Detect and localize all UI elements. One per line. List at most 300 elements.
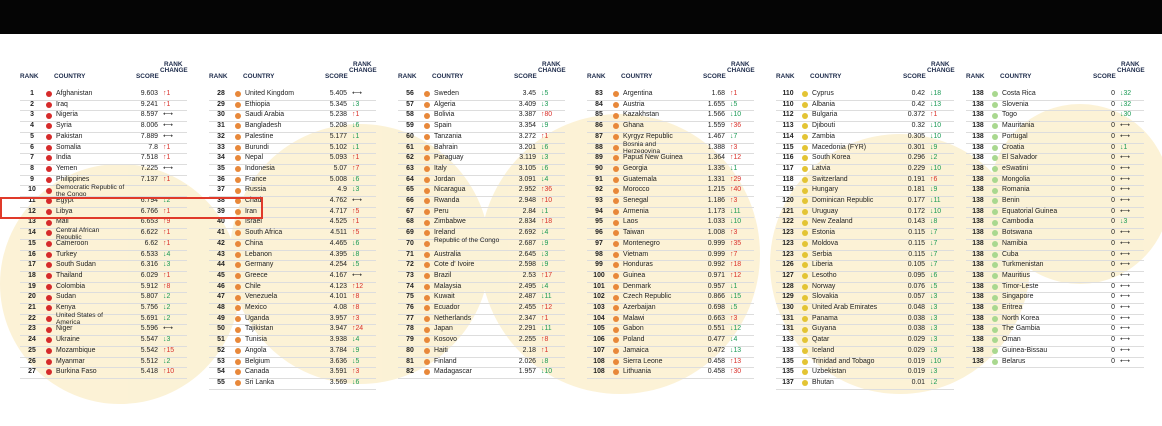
table-row bbox=[776, 196, 954, 207]
table-row bbox=[209, 250, 376, 261]
rank-change-value: ↓3 bbox=[930, 293, 938, 301]
rating-dot-icon bbox=[613, 134, 619, 140]
country-name: Norway bbox=[812, 282, 836, 290]
table-row bbox=[776, 282, 954, 293]
country-name: Central African Republic bbox=[56, 226, 100, 241]
rank-change-value: ↑12 bbox=[541, 304, 553, 311]
rank-value: 12 bbox=[28, 207, 36, 215]
table-row bbox=[966, 196, 1144, 207]
country-name: Guyana bbox=[812, 325, 837, 333]
rating-dot-icon bbox=[46, 369, 52, 375]
rank-value: 80 bbox=[406, 346, 414, 354]
table-row bbox=[776, 250, 954, 261]
table-row bbox=[398, 121, 565, 132]
table-row bbox=[209, 164, 376, 175]
rank-change-value: ⟷ bbox=[1120, 164, 1130, 172]
score-value: 5.07 bbox=[333, 164, 347, 172]
rank-value: 108 bbox=[593, 368, 605, 376]
score-value: 6.622 bbox=[140, 229, 158, 237]
rank-change-value: ↓2 bbox=[163, 314, 171, 322]
score-value: 2.948 bbox=[518, 197, 536, 204]
country-name: Senegal bbox=[623, 197, 649, 204]
table-row bbox=[209, 292, 376, 303]
rating-dot-icon bbox=[613, 123, 619, 129]
score-value: 0.115 bbox=[908, 239, 925, 247]
rating-dot-icon bbox=[235, 230, 241, 236]
rank-change-value: ↑1 bbox=[352, 154, 360, 162]
table-row bbox=[209, 314, 376, 325]
rank-change-value: ↑3 bbox=[352, 314, 360, 322]
rating-dot-icon bbox=[424, 284, 430, 290]
header-score: SCORE bbox=[903, 73, 926, 80]
score-value: 0 bbox=[1111, 143, 1115, 151]
rating-dot-icon bbox=[992, 230, 998, 236]
rank-change-value: ↑5 bbox=[352, 207, 360, 215]
score-value: 5.512 bbox=[140, 357, 158, 365]
rank-value: 73 bbox=[406, 271, 414, 279]
row-divider bbox=[20, 378, 187, 379]
rank-change-value: ↓3 bbox=[163, 336, 171, 344]
score-value: 0 bbox=[1111, 122, 1115, 130]
rank-change-value: ↓1 bbox=[730, 282, 738, 290]
rank-value: 25 bbox=[28, 346, 36, 354]
table-row bbox=[966, 153, 1144, 164]
table-row bbox=[398, 164, 565, 175]
country-name: Liberia bbox=[812, 261, 833, 269]
rating-dot-icon bbox=[613, 155, 619, 161]
country-name: Mongolia bbox=[1002, 175, 1030, 183]
score-value: 0.01 bbox=[911, 378, 925, 386]
rank-value: 116 bbox=[782, 154, 794, 162]
header-rank-change-2: CHANGE bbox=[160, 67, 188, 74]
table-row bbox=[398, 282, 565, 293]
table-row bbox=[776, 314, 954, 325]
score-value: 5.093 bbox=[329, 154, 347, 162]
rank-change-value: ↑7 bbox=[730, 250, 738, 258]
score-value: 1.331 bbox=[707, 175, 725, 183]
rank-change-value: ⟷ bbox=[1120, 186, 1130, 194]
rank-change-value: ↑8 bbox=[352, 304, 360, 311]
country-name: Thailand bbox=[56, 271, 83, 279]
country-name: Libya bbox=[56, 207, 73, 215]
country-name: Georgia bbox=[623, 164, 648, 172]
rank-value: 26 bbox=[28, 357, 36, 365]
table-row bbox=[20, 357, 187, 368]
rating-dot-icon bbox=[992, 177, 998, 183]
rating-dot-icon bbox=[46, 188, 52, 194]
table-row bbox=[209, 143, 376, 154]
score-value: 6.794 bbox=[140, 197, 158, 204]
table-row bbox=[966, 324, 1144, 335]
score-value: 0.048 bbox=[907, 304, 925, 311]
score-value: 9.603 bbox=[140, 90, 158, 97]
rank-value: 98 bbox=[595, 250, 603, 258]
table-row bbox=[966, 357, 1144, 368]
rank-value: 138 bbox=[972, 100, 984, 108]
score-value: 2.84 bbox=[522, 207, 536, 215]
table-row bbox=[209, 357, 376, 368]
country-name: Algeria bbox=[434, 100, 456, 108]
rating-dot-icon bbox=[424, 220, 430, 226]
rating-dot-icon bbox=[424, 91, 430, 97]
table-row bbox=[398, 357, 565, 368]
rating-dot-icon bbox=[802, 337, 808, 343]
rating-dot-icon bbox=[235, 123, 241, 129]
rating-dot-icon bbox=[46, 327, 52, 333]
score-value: 1.559 bbox=[707, 122, 725, 130]
score-value: 0.992 bbox=[707, 261, 725, 269]
score-value: 4.08 bbox=[333, 304, 347, 311]
table-row bbox=[966, 239, 1144, 250]
rank-value: 104 bbox=[593, 314, 605, 322]
table-row bbox=[587, 292, 754, 303]
country-name: Spain bbox=[434, 122, 452, 130]
country-name: Malawi bbox=[623, 314, 645, 322]
rating-dot-icon bbox=[424, 209, 430, 215]
rank-change-value: ↑9 bbox=[163, 218, 171, 226]
score-value: 7.8 bbox=[148, 143, 158, 151]
rating-dot-icon bbox=[802, 241, 808, 247]
rank-change-value: ↑1 bbox=[730, 90, 738, 97]
rank-value: 89 bbox=[595, 154, 603, 162]
rank-change-value: ↓9 bbox=[541, 261, 549, 269]
rating-dot-icon bbox=[613, 295, 619, 301]
table-row bbox=[587, 196, 754, 207]
rank-change-value: ↓9 bbox=[352, 346, 360, 354]
rank-value: 138 bbox=[972, 314, 984, 322]
rating-dot-icon bbox=[802, 316, 808, 322]
table-row bbox=[966, 175, 1144, 186]
rank-value: 38 bbox=[217, 197, 225, 204]
rank-value: 133 bbox=[782, 336, 794, 344]
rating-dot-icon bbox=[613, 348, 619, 354]
table-row bbox=[776, 271, 954, 282]
country-name: Syria bbox=[56, 122, 72, 130]
rank-change-value: ↓11 bbox=[541, 325, 552, 333]
rank-change-value: ↓8 bbox=[352, 250, 360, 258]
header-rank: RANK bbox=[776, 73, 795, 80]
score-value: 0.999 bbox=[707, 239, 725, 247]
header-score: SCORE bbox=[514, 73, 537, 80]
table-row bbox=[966, 335, 1144, 346]
rank-change-value: ⟷ bbox=[1120, 304, 1130, 311]
score-value: 4.167 bbox=[329, 271, 347, 279]
rating-dot-icon bbox=[235, 220, 241, 226]
rank-value: 45 bbox=[217, 271, 225, 279]
table-row bbox=[587, 335, 754, 346]
header-rank: RANK bbox=[587, 73, 606, 80]
score-value: 7.889 bbox=[140, 132, 158, 140]
rating-dot-icon bbox=[992, 327, 998, 333]
country-name: Togo bbox=[1002, 111, 1017, 119]
rating-dot-icon bbox=[613, 241, 619, 247]
rank-change-value: ↓9 bbox=[541, 239, 549, 247]
country-name: Indonesia bbox=[245, 164, 275, 172]
table-row bbox=[966, 89, 1144, 100]
country-name: Mauritius bbox=[1002, 271, 1030, 279]
rating-dot-icon bbox=[992, 198, 998, 204]
score-value: 5.418 bbox=[140, 368, 158, 376]
rating-dot-icon bbox=[613, 230, 619, 236]
table-row bbox=[966, 260, 1144, 271]
rank-change-value: ↓1 bbox=[352, 132, 360, 140]
country-name: Argentina bbox=[623, 90, 653, 97]
row-divider bbox=[966, 367, 1144, 368]
rating-dot-icon bbox=[424, 113, 430, 119]
rating-dot-icon bbox=[424, 262, 430, 268]
table-row bbox=[398, 207, 565, 218]
country-name: Romania bbox=[1002, 186, 1030, 194]
rank-value: 10 bbox=[28, 186, 36, 194]
rating-dot-icon bbox=[992, 284, 998, 290]
rank-change-value: ↑12 bbox=[730, 271, 742, 279]
rating-dot-icon bbox=[992, 166, 998, 172]
rating-dot-icon bbox=[802, 209, 808, 215]
rank-value: 48 bbox=[217, 304, 225, 311]
table-row bbox=[776, 164, 954, 175]
rating-dot-icon bbox=[992, 252, 998, 258]
table-row bbox=[20, 335, 187, 346]
rank-value: 138 bbox=[972, 325, 984, 333]
rating-dot-icon bbox=[235, 295, 241, 301]
country-name: Honduras bbox=[623, 261, 653, 269]
header-country: COUNTRY bbox=[243, 73, 275, 80]
country-name: Tunisia bbox=[245, 336, 267, 344]
rank-change-value: ↑36 bbox=[541, 186, 553, 194]
rank-value: 126 bbox=[782, 261, 794, 269]
rank-change-value: ↓5 bbox=[541, 90, 549, 97]
rating-dot-icon bbox=[802, 145, 808, 151]
rating-dot-icon bbox=[46, 295, 52, 301]
rank-change-value: ↑6 bbox=[930, 175, 938, 183]
rating-dot-icon bbox=[424, 166, 430, 172]
rank-value: 13 bbox=[28, 218, 36, 226]
score-value: 0.957 bbox=[707, 282, 725, 290]
table-row bbox=[20, 314, 187, 325]
table-row bbox=[398, 153, 565, 164]
rank-change-value: ↓30 bbox=[1120, 111, 1132, 119]
rank-change-value: ↓4 bbox=[730, 336, 738, 344]
rank-change-value: ↓15 bbox=[730, 293, 742, 301]
table-row bbox=[776, 357, 954, 368]
rank-change-value: ↑10 bbox=[541, 197, 553, 204]
rank-value: 101 bbox=[593, 282, 605, 290]
column-header bbox=[398, 34, 565, 82]
rank-change-value: ↓18 bbox=[930, 90, 942, 97]
rank-change-value: ↑10 bbox=[163, 368, 175, 376]
highlight-box-philippines bbox=[0, 197, 263, 219]
table-row bbox=[776, 153, 954, 164]
table-row bbox=[966, 292, 1144, 303]
table-row bbox=[966, 250, 1144, 261]
table-row bbox=[776, 207, 954, 218]
score-value: 0 bbox=[1111, 261, 1115, 269]
country-name: Israel bbox=[245, 218, 262, 226]
score-value: 1.566 bbox=[707, 111, 725, 119]
table-row bbox=[776, 228, 954, 239]
country-name: Finland bbox=[434, 357, 457, 365]
rank-change-value: ↓6 bbox=[352, 175, 360, 183]
country-name: Oman bbox=[1002, 336, 1021, 344]
rank-change-value: ↓13 bbox=[930, 100, 942, 108]
table-row bbox=[966, 110, 1144, 121]
rank-value: 82 bbox=[406, 368, 414, 376]
rating-dot-icon bbox=[992, 209, 998, 215]
country-name: Mali bbox=[56, 218, 69, 226]
score-value: 2.952 bbox=[518, 186, 536, 194]
rank-change-value: ↑17 bbox=[541, 271, 553, 279]
rank-change-value: ↓7 bbox=[930, 261, 938, 269]
rank-value: 138 bbox=[972, 282, 984, 290]
rank-value: 58 bbox=[406, 111, 414, 119]
rating-dot-icon bbox=[424, 102, 430, 108]
rank-change-value: ⟷ bbox=[352, 197, 362, 204]
rank-value: 77 bbox=[406, 314, 414, 322]
country-name: Lebanon bbox=[245, 250, 272, 258]
rating-dot-icon bbox=[802, 134, 808, 140]
rating-dot-icon bbox=[613, 198, 619, 204]
country-name: Cote d' Ivoire bbox=[434, 261, 475, 269]
rating-dot-icon bbox=[235, 348, 241, 354]
rank-change-value: ⟷ bbox=[352, 271, 362, 279]
score-value: 0 bbox=[1111, 282, 1115, 290]
rating-dot-icon bbox=[613, 369, 619, 375]
table-row bbox=[776, 324, 954, 335]
country-name: New Zealand bbox=[812, 218, 853, 226]
rating-dot-icon bbox=[235, 337, 241, 343]
rank-value: 97 bbox=[595, 239, 603, 247]
rating-dot-icon bbox=[424, 273, 430, 279]
rank-value: 86 bbox=[595, 122, 603, 130]
rating-dot-icon bbox=[802, 380, 808, 386]
rank-value: 85 bbox=[595, 111, 603, 119]
country-name: North Korea bbox=[1002, 314, 1040, 322]
rating-dot-icon bbox=[802, 177, 808, 183]
rank-value: 5 bbox=[30, 132, 34, 140]
rating-dot-icon bbox=[992, 123, 998, 129]
country-name: Namibia bbox=[1002, 239, 1028, 247]
rank-value: 130 bbox=[782, 304, 794, 311]
score-value: 0 bbox=[1111, 304, 1115, 311]
score-value: 1.186 bbox=[707, 197, 725, 204]
rank-value: 92 bbox=[595, 186, 603, 194]
country-name: Venezuela bbox=[245, 293, 278, 301]
rank-value: 42 bbox=[217, 239, 225, 247]
score-value: 2.645 bbox=[518, 250, 536, 258]
score-value: 3.784 bbox=[329, 346, 347, 354]
rank-change-value: ⟷ bbox=[1120, 239, 1130, 247]
rank-value: 11 bbox=[28, 197, 36, 204]
score-value: 6.766 bbox=[140, 207, 158, 215]
rank-value: 107 bbox=[593, 346, 605, 354]
rating-dot-icon bbox=[235, 369, 241, 375]
rank-change-value: ⟷ bbox=[1120, 346, 1130, 354]
rating-dot-icon bbox=[613, 91, 619, 97]
rank-change-value: ↑8 bbox=[541, 336, 549, 344]
table-row bbox=[587, 260, 754, 271]
score-value: 4.525 bbox=[329, 218, 347, 226]
country-name: Cameroon bbox=[56, 239, 89, 247]
table-row bbox=[20, 185, 187, 196]
table-row bbox=[776, 132, 954, 143]
table-row bbox=[398, 324, 565, 335]
rating-dot-icon bbox=[992, 337, 998, 343]
rank-value: 100 bbox=[593, 271, 605, 279]
rank-value: 63 bbox=[406, 164, 414, 172]
table-row bbox=[966, 143, 1144, 154]
country-name: Ireland bbox=[434, 229, 456, 237]
rank-value: 112 bbox=[782, 111, 794, 119]
rank-change-value: ↓5 bbox=[730, 100, 738, 108]
country-name: Zambia bbox=[812, 132, 835, 140]
country-name: Turkey bbox=[56, 250, 77, 258]
score-value: 0.105 bbox=[907, 261, 925, 269]
table-row bbox=[209, 335, 376, 346]
rating-dot-icon bbox=[235, 380, 241, 386]
rank-change-value: ↑1 bbox=[163, 154, 171, 162]
score-value: 1.173 bbox=[707, 207, 725, 215]
table-row bbox=[398, 271, 565, 282]
rating-dot-icon bbox=[802, 123, 808, 129]
header-rank: RANK bbox=[209, 73, 228, 80]
country-name: Trinidad and Tobago bbox=[812, 357, 875, 365]
rank-change-value: ↑12 bbox=[730, 154, 742, 162]
score-value: 5.102 bbox=[329, 143, 347, 151]
country-name: Malaysia bbox=[434, 282, 462, 290]
rating-dot-icon bbox=[46, 348, 52, 354]
rating-dot-icon bbox=[992, 348, 998, 354]
score-value: 4.254 bbox=[329, 261, 347, 269]
country-name: Costa Rica bbox=[1002, 90, 1036, 97]
header-rank-change-1: RANK bbox=[1121, 61, 1140, 68]
rank-change-value: ↓5 bbox=[930, 282, 938, 290]
rank-change-value: ↓3 bbox=[352, 100, 360, 108]
table-row bbox=[398, 132, 565, 143]
rank-value: 56 bbox=[406, 90, 414, 97]
country-name: Republic of the Congo bbox=[434, 237, 500, 245]
country-name: Ukraine bbox=[56, 336, 80, 344]
rating-dot-icon bbox=[46, 316, 52, 322]
table-row bbox=[398, 110, 565, 121]
rank-change-value: ↓10 bbox=[930, 122, 942, 130]
country-name: Estonia bbox=[812, 229, 835, 237]
rank-value: 29 bbox=[217, 100, 225, 108]
rank-value: 41 bbox=[217, 229, 225, 237]
rank-change-value: ↑3 bbox=[730, 197, 738, 204]
score-value: 2.255 bbox=[518, 336, 536, 344]
country-name: Equatorial Guinea bbox=[1002, 207, 1058, 215]
rank-change-value: ↓3 bbox=[930, 336, 938, 344]
rank-change-value: ↓3 bbox=[541, 154, 549, 162]
country-name: Gabon bbox=[623, 325, 644, 333]
country-name: Uzbekistan bbox=[812, 368, 847, 376]
table-row bbox=[966, 217, 1144, 228]
table-row bbox=[209, 132, 376, 143]
table-row bbox=[776, 367, 954, 378]
country-name: Bhutan bbox=[812, 378, 834, 386]
rating-dot-icon bbox=[235, 134, 241, 140]
score-value: 6.029 bbox=[140, 271, 158, 279]
column-header bbox=[209, 34, 376, 82]
score-value: 0 bbox=[1111, 175, 1115, 183]
score-value: 3.636 bbox=[329, 357, 347, 365]
rating-dot-icon bbox=[613, 177, 619, 183]
rank-value: 138 bbox=[972, 218, 984, 226]
rank-value: 108 bbox=[593, 357, 605, 365]
rating-dot-icon bbox=[235, 91, 241, 97]
rank-value: 117 bbox=[782, 164, 794, 172]
rating-dot-icon bbox=[424, 316, 430, 322]
